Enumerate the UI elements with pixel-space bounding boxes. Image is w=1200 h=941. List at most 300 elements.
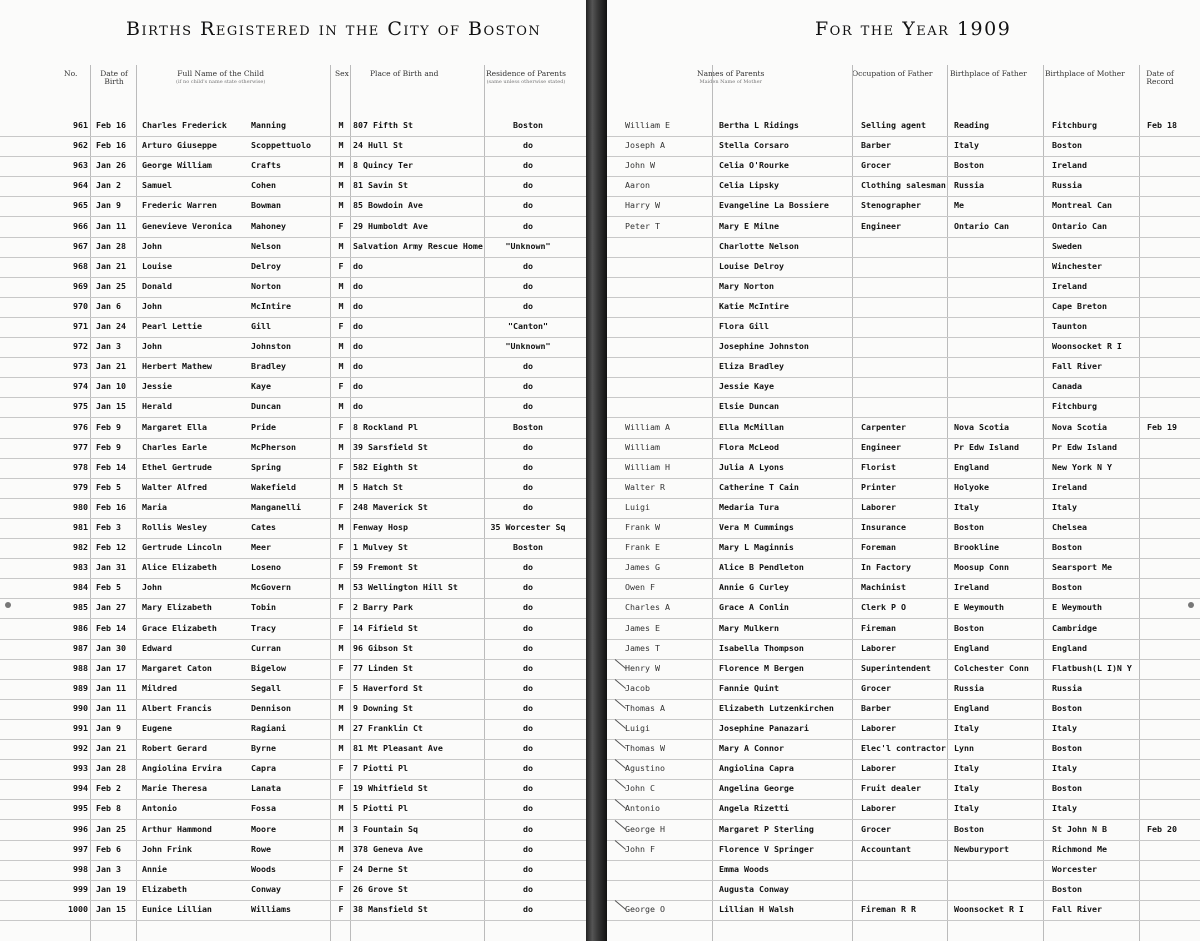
cell-sex: M bbox=[338, 401, 344, 411]
cell-sex: F bbox=[338, 381, 344, 391]
cell-father: Owen F bbox=[625, 582, 655, 592]
cell-sex: F bbox=[338, 462, 344, 472]
cell-sex: F bbox=[338, 321, 344, 331]
cell-date: Feb 9 bbox=[96, 422, 121, 432]
cell-date: Jan 21 bbox=[96, 743, 126, 753]
cell-occ: Foreman bbox=[861, 542, 896, 552]
cell-no: 979 bbox=[73, 482, 88, 492]
cell-mother: Emma Woods bbox=[719, 864, 769, 874]
register-row bbox=[0, 884, 586, 904]
cell-mother: Eliza Bradley bbox=[719, 361, 784, 371]
row-rule bbox=[0, 397, 586, 398]
row-rule bbox=[0, 739, 586, 740]
cell-sex: F bbox=[338, 623, 344, 633]
cell-sex: M bbox=[338, 522, 344, 532]
cell-no: 971 bbox=[73, 321, 88, 331]
register-row bbox=[607, 462, 1200, 482]
register-row bbox=[607, 502, 1200, 522]
header-residence-label: Residence of Parents bbox=[486, 69, 566, 78]
cell-no: 962 bbox=[73, 140, 88, 150]
cell-date: Jan 17 bbox=[96, 663, 126, 673]
register-row bbox=[607, 301, 1200, 321]
cell-mbirth: Russia bbox=[1052, 683, 1082, 693]
register-row bbox=[607, 321, 1200, 341]
cell-place: 26 Grove St bbox=[353, 884, 408, 894]
register-row bbox=[0, 401, 586, 421]
cell-sex: M bbox=[338, 844, 344, 854]
cell-occ: Laborer bbox=[861, 723, 896, 733]
cell-first: Jessie bbox=[142, 381, 172, 391]
cell-sex: M bbox=[338, 442, 344, 452]
cell-first: Donald bbox=[142, 281, 172, 291]
cell-surname: Norton bbox=[251, 281, 281, 291]
cell-surname: Tracy bbox=[251, 623, 276, 633]
cell-no: 972 bbox=[73, 341, 88, 351]
cell-mother: Alice B Pendleton bbox=[719, 562, 804, 572]
cell-res: Boston bbox=[513, 120, 543, 130]
register-row bbox=[607, 180, 1200, 200]
cell-date: Jan 24 bbox=[96, 321, 126, 331]
cell-mbirth: Chelsea bbox=[1052, 522, 1087, 532]
cell-place: 3 Fountain Sq bbox=[353, 824, 418, 834]
row-rule bbox=[0, 297, 586, 298]
row-rule bbox=[607, 518, 1200, 519]
cell-place: do bbox=[353, 281, 363, 291]
register-row bbox=[0, 301, 586, 321]
cell-sex: M bbox=[338, 281, 344, 291]
cell-occ: Laborer bbox=[861, 803, 896, 813]
cell-mbirth: England bbox=[1052, 643, 1087, 653]
cell-mother: Florence V Springer bbox=[719, 844, 814, 854]
cell-mbirth: Fitchburg bbox=[1052, 401, 1097, 411]
cell-occ: In Factory bbox=[861, 562, 911, 572]
row-rule bbox=[607, 498, 1200, 499]
cell-no: 976 bbox=[73, 422, 88, 432]
cell-fbirth: E Weymouth bbox=[954, 602, 1004, 612]
row-rule bbox=[607, 297, 1200, 298]
cell-mbirth: Fitchburg bbox=[1052, 120, 1097, 130]
cell-sex: M bbox=[338, 361, 344, 371]
cell-mother: Angela Rizetti bbox=[719, 803, 789, 813]
cell-mbirth: Richmond Me bbox=[1052, 844, 1107, 854]
register-row bbox=[0, 643, 586, 663]
row-rule bbox=[0, 880, 586, 881]
cell-occ: Superintendent bbox=[861, 663, 931, 673]
register-row bbox=[0, 241, 586, 261]
cell-first: Edward bbox=[142, 643, 172, 653]
cell-occ: Machinist bbox=[861, 582, 906, 592]
row-rule bbox=[0, 478, 586, 479]
cell-sex: F bbox=[338, 763, 344, 773]
cell-surname: Moore bbox=[251, 824, 276, 834]
book-gutter bbox=[586, 0, 607, 941]
cell-rec: Feb 19 bbox=[1147, 422, 1177, 432]
cell-first: Charles Frederick bbox=[142, 120, 227, 130]
cell-first: Eunice Lillian bbox=[142, 904, 212, 914]
cell-no: 998 bbox=[73, 864, 88, 874]
cell-first: Elizabeth bbox=[142, 884, 187, 894]
cell-no: 981 bbox=[73, 522, 88, 532]
cell-first: Frederic Warren bbox=[142, 200, 217, 210]
row-rule bbox=[607, 438, 1200, 439]
cell-father: Aaron bbox=[625, 180, 650, 190]
register-row bbox=[607, 401, 1200, 421]
cell-father: John C bbox=[625, 783, 655, 793]
cell-date: Jan 10 bbox=[96, 381, 126, 391]
register-row bbox=[0, 321, 586, 341]
cell-occ: Carpenter bbox=[861, 422, 906, 432]
row-rule bbox=[607, 317, 1200, 318]
register-row bbox=[0, 562, 586, 582]
register-row bbox=[607, 884, 1200, 904]
row-rule bbox=[0, 216, 586, 217]
cell-mother: Grace A Conlin bbox=[719, 602, 789, 612]
cell-res: do bbox=[523, 663, 533, 673]
register-row bbox=[607, 683, 1200, 703]
header-names-label: Names of Parents bbox=[697, 69, 765, 78]
cell-first: Mary Elizabeth bbox=[142, 602, 212, 612]
register-row bbox=[0, 341, 586, 361]
cell-date: Jan 30 bbox=[96, 643, 126, 653]
cell-place: 7 Piotti Pl bbox=[353, 763, 408, 773]
cell-first: Grace Elizabeth bbox=[142, 623, 217, 633]
row-rule bbox=[0, 679, 586, 680]
cell-no: 968 bbox=[73, 261, 88, 271]
cell-mbirth: Ireland bbox=[1052, 160, 1087, 170]
cell-date: Jan 3 bbox=[96, 341, 121, 351]
register-row bbox=[0, 281, 586, 301]
cell-mbirth: Boston bbox=[1052, 703, 1082, 713]
row-rule bbox=[607, 257, 1200, 258]
register-row bbox=[607, 643, 1200, 663]
cell-sex: M bbox=[338, 160, 344, 170]
cell-place: 8 Quincy Ter bbox=[353, 160, 413, 170]
right-page bbox=[607, 0, 1200, 941]
row-rule bbox=[0, 840, 586, 841]
cell-father: William bbox=[625, 442, 660, 452]
cell-surname: Woods bbox=[251, 864, 276, 874]
cell-mother: Mary Norton bbox=[719, 281, 774, 291]
cell-res: do bbox=[523, 582, 533, 592]
cell-mother: Isabella Thompson bbox=[719, 643, 804, 653]
cell-date: Jan 9 bbox=[96, 723, 121, 733]
cell-sex: F bbox=[338, 422, 344, 432]
cell-surname: Fossa bbox=[251, 803, 276, 813]
cell-fbirth: Moosup Conn bbox=[954, 562, 1009, 572]
cell-fbirth: Woonsocket R I bbox=[954, 904, 1024, 914]
register-row bbox=[0, 864, 586, 884]
cell-occ: Elec'l contractor bbox=[861, 743, 946, 753]
cell-occ: Grocer bbox=[861, 683, 891, 693]
cell-place: 807 Fifth St bbox=[353, 120, 413, 130]
row-rule bbox=[0, 598, 586, 599]
row-rule bbox=[607, 880, 1200, 881]
cell-first: Rollis Wesley bbox=[142, 522, 207, 532]
cell-fbirth: Colchester Conn bbox=[954, 663, 1029, 673]
cell-place: 81 Mt Pleasant Ave bbox=[353, 743, 443, 753]
cell-mbirth: Boston bbox=[1052, 542, 1082, 552]
register-row bbox=[607, 904, 1200, 924]
cell-mother: Mary L Maginnis bbox=[719, 542, 794, 552]
cell-surname: Delroy bbox=[251, 261, 281, 271]
cell-place: 38 Mansfield St bbox=[353, 904, 428, 914]
register-row bbox=[0, 361, 586, 381]
cell-surname: Segall bbox=[251, 683, 281, 693]
cell-mother: Angiolina Capra bbox=[719, 763, 794, 773]
cell-mbirth: Pr Edw Island bbox=[1052, 442, 1117, 452]
cell-date: Jan 11 bbox=[96, 221, 126, 231]
cell-mother: Evangeline La Bossiere bbox=[719, 200, 829, 210]
cell-surname: Crafts bbox=[251, 160, 281, 170]
register-row bbox=[607, 743, 1200, 763]
register-row bbox=[607, 723, 1200, 743]
cell-mbirth: Cape Breton bbox=[1052, 301, 1107, 311]
register-row bbox=[0, 763, 586, 783]
header-names-sub: Maiden Name of Mother bbox=[699, 79, 762, 85]
row-rule bbox=[607, 779, 1200, 780]
row-rule bbox=[0, 819, 586, 820]
register-row bbox=[0, 623, 586, 643]
row-rule bbox=[0, 337, 586, 338]
cell-fbirth: Nova Scotia bbox=[954, 422, 1009, 432]
cell-no: 997 bbox=[73, 844, 88, 854]
register-row bbox=[607, 522, 1200, 542]
header-birthplace-mother: Birthplace of Mother bbox=[1045, 69, 1125, 78]
cell-sex: M bbox=[338, 824, 344, 834]
register-row bbox=[0, 844, 586, 864]
row-rule bbox=[0, 417, 586, 418]
cell-res: do bbox=[523, 824, 533, 834]
cell-date: Jan 19 bbox=[96, 884, 126, 894]
cell-surname: Williams bbox=[251, 904, 291, 914]
cell-first: Marie Theresa bbox=[142, 783, 207, 793]
cell-place: Fenway Hosp bbox=[353, 522, 408, 532]
row-rule bbox=[0, 176, 586, 177]
cell-no: 963 bbox=[73, 160, 88, 170]
cell-place: 9 Downing St bbox=[353, 703, 413, 713]
cell-mother: Katie McIntire bbox=[719, 301, 789, 311]
cell-father: Charles A bbox=[625, 602, 670, 612]
cell-date: Jan 25 bbox=[96, 824, 126, 834]
cell-sex: M bbox=[338, 703, 344, 713]
cell-mother: Augusta Conway bbox=[719, 884, 789, 894]
cell-surname: Gill bbox=[251, 321, 271, 331]
cell-res: "Canton" bbox=[508, 321, 548, 331]
cell-no: 993 bbox=[73, 763, 88, 773]
cell-place: 1 Mulvey St bbox=[353, 542, 408, 552]
cell-first: John bbox=[142, 241, 162, 251]
row-rule bbox=[607, 598, 1200, 599]
cell-no: 974 bbox=[73, 381, 88, 391]
cell-place: 59 Fremont St bbox=[353, 562, 418, 572]
cell-mother: Fannie Quint bbox=[719, 683, 779, 693]
cell-first: Gertrude Lincoln bbox=[142, 542, 222, 552]
cell-place: 5 Haverford St bbox=[353, 683, 423, 693]
row-rule bbox=[0, 438, 586, 439]
cell-res: do bbox=[523, 643, 533, 653]
cell-place: do bbox=[353, 321, 363, 331]
cell-res: do bbox=[523, 743, 533, 753]
cell-mbirth: Italy bbox=[1052, 803, 1077, 813]
register-row bbox=[0, 824, 586, 844]
cell-sex: F bbox=[338, 904, 344, 914]
row-rule bbox=[607, 920, 1200, 921]
register-row bbox=[607, 663, 1200, 683]
register-row bbox=[607, 582, 1200, 602]
row-rule bbox=[607, 558, 1200, 559]
cell-occ: Insurance bbox=[861, 522, 906, 532]
cell-date: Jan 21 bbox=[96, 261, 126, 271]
cell-place: do bbox=[353, 361, 363, 371]
cell-res: do bbox=[523, 200, 533, 210]
cell-mother: Flora McLeod bbox=[719, 442, 779, 452]
cell-occ: Laborer bbox=[861, 643, 896, 653]
cell-place: Salvation Army Rescue Home bbox=[353, 241, 483, 251]
register-row bbox=[0, 442, 586, 462]
cell-father: Thomas W bbox=[625, 743, 665, 753]
cell-first: John Frink bbox=[142, 844, 192, 854]
cell-surname: Capra bbox=[251, 763, 276, 773]
row-rule bbox=[0, 719, 586, 720]
cell-sex: F bbox=[338, 562, 344, 572]
cell-rec: Feb 20 bbox=[1147, 824, 1177, 834]
cell-sex: M bbox=[338, 643, 344, 653]
cell-mother: Elizabeth Lutzenkirchen bbox=[719, 703, 834, 713]
row-rule bbox=[0, 357, 586, 358]
cell-father: George H bbox=[625, 824, 665, 834]
cell-father: John F bbox=[625, 844, 655, 854]
register-row bbox=[607, 763, 1200, 783]
cell-mbirth: Ireland bbox=[1052, 281, 1087, 291]
cell-occ: Fireman bbox=[861, 623, 896, 633]
cell-sex: M bbox=[338, 180, 344, 190]
row-rule bbox=[0, 196, 586, 197]
cell-date: Jan 15 bbox=[96, 401, 126, 411]
cell-mother: Stella Corsaro bbox=[719, 140, 789, 150]
cell-father: James G bbox=[625, 562, 660, 572]
cell-first: Arthur Hammond bbox=[142, 824, 212, 834]
cell-mbirth: Italy bbox=[1052, 763, 1077, 773]
register-row bbox=[607, 623, 1200, 643]
header-place: Place of Birth and bbox=[370, 69, 439, 78]
cell-surname: Scoppettuolo bbox=[251, 140, 311, 150]
cell-first: Herbert Mathew bbox=[142, 361, 212, 371]
row-rule bbox=[607, 277, 1200, 278]
cell-occ: Barber bbox=[861, 703, 891, 713]
register-row bbox=[607, 562, 1200, 582]
cell-mbirth: Searsport Me bbox=[1052, 562, 1112, 572]
cell-occ: Accountant bbox=[861, 844, 911, 854]
cell-occ: Grocer bbox=[861, 160, 891, 170]
row-rule bbox=[607, 458, 1200, 459]
cell-sex: M bbox=[338, 582, 344, 592]
cell-date: Jan 31 bbox=[96, 562, 126, 572]
row-rule bbox=[0, 618, 586, 619]
cell-mother: Mary E Milne bbox=[719, 221, 779, 231]
cell-res: do bbox=[523, 763, 533, 773]
header-full-name-label: Full Name of the Child bbox=[177, 69, 264, 78]
cell-res: do bbox=[523, 602, 533, 612]
page-clip-mark bbox=[1188, 602, 1194, 608]
cell-mbirth: Ontario Can bbox=[1052, 221, 1107, 231]
cell-surname: Dennison bbox=[251, 703, 291, 713]
cell-occ: Florist bbox=[861, 462, 896, 472]
cell-occ: Clerk P O bbox=[861, 602, 906, 612]
cell-surname: Cates bbox=[251, 522, 276, 532]
cell-surname: Manganelli bbox=[251, 502, 301, 512]
cell-no: 995 bbox=[73, 803, 88, 813]
cell-occ: Engineer bbox=[861, 221, 901, 231]
cell-mbirth: Boston bbox=[1052, 140, 1082, 150]
cell-mother: Celia Lipsky bbox=[719, 180, 779, 190]
right-page-title: For the Year 1909 bbox=[815, 18, 1012, 40]
cell-place: 5 Hatch St bbox=[353, 482, 403, 492]
register-row bbox=[607, 160, 1200, 180]
cell-no: 978 bbox=[73, 462, 88, 472]
cell-first: Genevieve Veronica bbox=[142, 221, 232, 231]
cell-date: Jan 6 bbox=[96, 301, 121, 311]
cell-fbirth: Holyoke bbox=[954, 482, 989, 492]
cell-sex: M bbox=[338, 140, 344, 150]
cell-place: do bbox=[353, 401, 363, 411]
cell-no: 999 bbox=[73, 884, 88, 894]
cell-fbirth: Ontario Can bbox=[954, 221, 1009, 231]
cell-mother: Ella McMillan bbox=[719, 422, 784, 432]
cell-fbirth: Me bbox=[954, 200, 964, 210]
cell-date: Jan 28 bbox=[96, 763, 126, 773]
cell-occ: Stenographer bbox=[861, 200, 921, 210]
register-row bbox=[607, 361, 1200, 381]
cell-sex: F bbox=[338, 602, 344, 612]
cell-fbirth: Italy bbox=[954, 763, 979, 773]
cell-place: do bbox=[353, 341, 363, 351]
cell-surname: Kaye bbox=[251, 381, 271, 391]
cell-sex: F bbox=[338, 221, 344, 231]
row-rule bbox=[607, 799, 1200, 800]
row-rule bbox=[607, 900, 1200, 901]
row-rule bbox=[0, 860, 586, 861]
cell-no: 990 bbox=[73, 703, 88, 713]
cell-mother: Margaret P Sterling bbox=[719, 824, 814, 834]
cell-surname: Tobin bbox=[251, 602, 276, 612]
cell-fbirth: Pr Edw Island bbox=[954, 442, 1019, 452]
cell-father: Joseph A bbox=[625, 140, 665, 150]
cell-res: Boston bbox=[513, 422, 543, 432]
row-rule bbox=[607, 759, 1200, 760]
register-row bbox=[0, 482, 586, 502]
register-row bbox=[607, 824, 1200, 844]
row-rule bbox=[0, 779, 586, 780]
cell-place: 378 Geneva Ave bbox=[353, 844, 423, 854]
cell-first: Charles Earle bbox=[142, 442, 207, 452]
cell-fbirth: Italy bbox=[954, 502, 979, 512]
header-date-of-birth: Date of Birth bbox=[100, 69, 128, 86]
cell-no: 970 bbox=[73, 301, 88, 311]
cell-occ: Clothing salesman bbox=[861, 180, 946, 190]
row-rule bbox=[607, 417, 1200, 418]
row-rule bbox=[607, 156, 1200, 157]
cell-fbirth: Italy bbox=[954, 783, 979, 793]
cell-res: do bbox=[523, 904, 533, 914]
cell-no: 965 bbox=[73, 200, 88, 210]
cell-surname: Spring bbox=[251, 462, 281, 472]
cell-place: 582 Eighth St bbox=[353, 462, 418, 472]
register-row bbox=[0, 522, 586, 542]
cell-mother: Catherine T Cain bbox=[719, 482, 799, 492]
cell-date: Feb 5 bbox=[96, 582, 121, 592]
cell-mbirth: Boston bbox=[1052, 582, 1082, 592]
cell-fbirth: England bbox=[954, 643, 989, 653]
